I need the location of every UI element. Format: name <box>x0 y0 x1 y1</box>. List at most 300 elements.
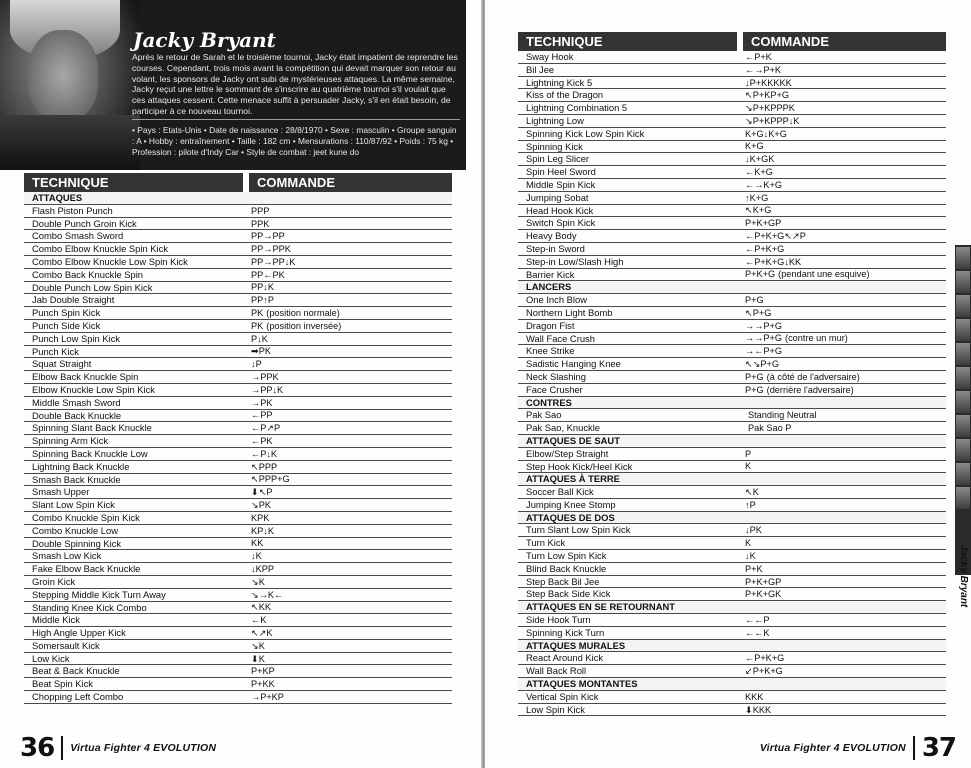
move-name: Combo Elbow Knuckle Low Spin Kick <box>32 255 188 267</box>
table-row <box>24 512 452 525</box>
move-command <box>249 294 452 306</box>
move-command <box>249 589 452 601</box>
move-name: High Angle Upper Kick <box>32 627 126 639</box>
table-row <box>24 282 452 295</box>
move-name: Step-in Low/Slash High <box>526 255 624 267</box>
move-command <box>743 371 946 383</box>
move-name: Slant Low Spin Kick <box>32 499 115 511</box>
move-name: Dragon Fist <box>526 319 575 331</box>
table-row <box>24 678 452 691</box>
move-command <box>743 230 946 242</box>
command-input: P+K+GP <box>745 576 782 587</box>
move-command <box>743 320 946 332</box>
move-name: Double Punch Low Spin Kick <box>32 281 153 293</box>
command-input: ←PK <box>251 436 273 447</box>
move-name: Spinning Kick Low Spin Kick <box>526 127 645 139</box>
move-name: Turn Kick <box>526 537 566 549</box>
command-input: ←←P <box>745 614 770 625</box>
move-name: Spinning Slant Back Knuckle <box>32 422 152 434</box>
table-row <box>518 550 946 563</box>
move-name: Pak Sao, Knuckle <box>526 422 601 434</box>
move-command <box>249 512 452 524</box>
command-input: ↓P+KKKKK <box>745 77 792 88</box>
table-row <box>518 269 946 282</box>
move-command <box>249 448 452 460</box>
table-row <box>24 397 452 410</box>
command-input: P <box>745 448 752 459</box>
command-input: P+G <box>745 371 764 382</box>
move-command <box>743 601 946 613</box>
command-input: PP→PPK <box>251 244 291 255</box>
move-command <box>743 422 946 434</box>
table-row <box>24 550 452 563</box>
move-command <box>743 358 946 370</box>
command-input: P+K+GP <box>745 218 782 229</box>
table-row <box>518 179 946 192</box>
move-name: Punch Kick <box>32 345 79 357</box>
move-command <box>249 627 452 639</box>
table-row <box>24 448 452 461</box>
command-note: (à côté de l'adversaire) <box>766 371 860 382</box>
command-note: (position inversée) <box>266 320 342 331</box>
footer-divider <box>61 736 63 760</box>
table-row <box>518 333 946 346</box>
table-row <box>518 128 946 141</box>
command-input: KPK <box>251 512 270 523</box>
command-input: P+G <box>745 384 764 395</box>
move-command <box>743 269 946 281</box>
table-row <box>24 307 452 320</box>
table-row <box>24 243 452 256</box>
command-input: ←P+K <box>745 51 772 62</box>
move-name: React Around Kick <box>526 652 604 664</box>
command-input: →←P+G <box>745 346 783 357</box>
table-row <box>24 614 452 627</box>
command-input: ↓PK <box>745 525 762 536</box>
right-page <box>485 0 971 768</box>
move-name: Step Back Bil Jee <box>526 575 600 587</box>
table-row <box>518 307 946 320</box>
move-name: Bil Jee <box>526 63 555 75</box>
command-note: Standing Neutral <box>748 410 817 421</box>
move-command <box>249 691 452 703</box>
move-command <box>743 179 946 191</box>
command-input: P+KP <box>251 666 275 677</box>
section-row <box>518 678 946 691</box>
command-input: P↓K <box>251 333 268 344</box>
move-name: Sway Hook <box>526 51 574 62</box>
table-row <box>518 192 946 205</box>
move-command <box>249 614 452 626</box>
section-title: ATTAQUES À TERRE <box>526 473 620 485</box>
move-name: Squat Straight <box>32 358 92 370</box>
move-command <box>743 307 946 319</box>
move-name: Spinning Back Knuckle Low <box>32 447 148 459</box>
command-input: →PPK <box>251 372 279 383</box>
command-input: →PK <box>251 397 273 408</box>
move-command <box>249 525 452 537</box>
section-row <box>518 512 946 525</box>
command-input: ➡PK <box>251 346 271 357</box>
command-input: ↘P+KPPP↓K <box>745 115 800 126</box>
table-row <box>24 333 452 346</box>
move-name: Elbow Back Knuckle Spin <box>32 371 139 383</box>
move-name: Wall Face Crush <box>526 332 595 344</box>
move-command <box>743 409 946 421</box>
table-row <box>518 614 946 627</box>
command-input: PK <box>251 308 264 319</box>
move-name: Spin Leg Slicer <box>526 153 590 165</box>
move-command <box>743 115 946 127</box>
move-name: Beat & Back Knuckle <box>32 665 120 677</box>
table-row <box>24 486 452 499</box>
move-name: Turn Low Spin Kick <box>526 550 607 562</box>
move-command <box>249 358 452 370</box>
table-row <box>24 653 452 666</box>
command-note: (derrière l'adversaire) <box>766 384 854 395</box>
section-title: LANCERS <box>526 281 572 293</box>
move-name: Stepping Middle Kick Turn Away <box>32 588 166 600</box>
table-row <box>518 691 946 704</box>
section-row <box>518 281 946 294</box>
table-row <box>518 115 946 128</box>
move-name: Neck Slashing <box>526 370 586 382</box>
move-name: Smash Low Kick <box>32 550 102 562</box>
move-name: Turn Slant Low Spin Kick <box>526 524 631 536</box>
move-name: Spinning Kick <box>526 140 583 152</box>
move-name: Combo Smash Sword <box>32 230 124 242</box>
command-input: P+G <box>745 295 764 306</box>
move-command <box>249 474 452 486</box>
table-row <box>518 102 946 115</box>
move-command <box>249 205 452 217</box>
command-input: ←P+K+G <box>745 243 785 254</box>
table-row <box>24 230 452 243</box>
table-row <box>518 51 946 64</box>
move-command <box>249 333 452 345</box>
table-row <box>518 422 946 435</box>
move-command <box>249 397 452 409</box>
move-command <box>743 128 946 140</box>
footer-divider <box>913 736 915 760</box>
section-title: ATTAQUES MURALES <box>526 639 626 651</box>
move-name: Switch Spin Kick <box>526 217 596 229</box>
move-name: One Inch Blow <box>526 294 587 306</box>
command-input: ⬇KKK <box>745 704 772 715</box>
command-input: PP↓K <box>251 282 274 293</box>
move-name: Punch Spin Kick <box>32 307 101 319</box>
command-input: ←P↓K <box>251 448 278 459</box>
table-row <box>24 627 452 640</box>
command-input: ↘K <box>251 576 265 587</box>
footer-left <box>20 728 216 768</box>
table-row <box>518 499 946 512</box>
table-row <box>518 627 946 640</box>
move-command <box>743 640 946 652</box>
command-input: ↖P+G <box>745 307 772 318</box>
command-input: ↓P <box>251 359 262 370</box>
move-command <box>743 627 946 639</box>
move-command <box>743 588 946 600</box>
table-row <box>24 371 452 384</box>
move-command <box>249 371 452 383</box>
table-row <box>518 153 946 166</box>
table-row <box>518 563 946 576</box>
move-command <box>249 320 452 332</box>
command-input: →PP↓K <box>251 384 284 395</box>
table-row <box>24 384 452 397</box>
command-input: ↖↗K <box>251 628 273 638</box>
command-note: Pak Sao P <box>748 423 792 434</box>
table-row <box>518 371 946 384</box>
command-input: ↖K+G <box>745 205 772 216</box>
table-row <box>24 320 452 333</box>
section-row <box>518 601 946 614</box>
command-input: ↙P+K+G <box>745 666 783 677</box>
move-command <box>743 141 946 153</box>
move-name: Sadistic Hanging Knee <box>526 358 621 370</box>
table-row <box>24 256 452 269</box>
command-input: ←K+G <box>745 167 773 178</box>
move-name: Soccer Ball Kick <box>526 486 594 498</box>
technique-header: TECHNIQUE <box>518 32 737 51</box>
command-input: ←←K <box>745 627 770 638</box>
move-command <box>743 524 946 536</box>
character-facts: • Pays : Etats-Unis • Date de naissance : 28/8/1970 • Sexe : masculin • Groupe sanguin : A • Hobby : entraînement • Taille : 182 cm • Mensurations : 110/87/92 • Poids : 75 kg • Profession : pilote d'Indy Car • Style de combat : jeet kune do <box>132 125 457 157</box>
move-name: Step-in Sword <box>526 242 585 254</box>
table-row <box>518 320 946 333</box>
command-input: ↑P <box>745 499 756 510</box>
move-command <box>743 64 946 76</box>
page-number: 36 <box>20 733 55 763</box>
move-name: Side Hook Turn <box>526 614 591 626</box>
move-command <box>249 678 452 690</box>
command-input: ↖KK <box>251 602 271 613</box>
move-name: Kiss of the Dragon <box>526 89 604 101</box>
move-command <box>249 563 452 575</box>
move-name: Step Back Side Kick <box>526 588 611 600</box>
move-command <box>249 576 452 588</box>
table-row <box>518 486 946 499</box>
command-input: ↓K+GK <box>745 154 775 165</box>
move-command <box>743 294 946 306</box>
command-input: ↖↘P+G <box>745 359 780 370</box>
table-row <box>518 166 946 179</box>
section-title: ATTAQUES <box>32 192 83 203</box>
command-input: ↘K <box>251 640 265 651</box>
move-name: Double Back Knuckle <box>32 409 122 421</box>
move-command <box>249 665 452 677</box>
table-row <box>24 538 452 551</box>
move-command <box>743 166 946 178</box>
table-row <box>518 461 946 474</box>
command-note: (pendant une esquive) <box>778 269 870 280</box>
table-row <box>24 218 452 231</box>
move-name: Punch Side Kick <box>32 319 101 331</box>
table-row <box>24 461 452 474</box>
move-name: Somersault Kick <box>32 639 100 651</box>
move-name: Punch Low Spin Kick <box>32 332 121 344</box>
table-header <box>24 173 452 192</box>
table-row <box>24 691 452 704</box>
move-command <box>249 422 452 434</box>
command-input: P+KK <box>251 679 275 690</box>
table-row <box>518 243 946 256</box>
command-input: ←PP <box>251 410 273 421</box>
move-name: Lightning Low <box>526 114 584 126</box>
table-row <box>518 205 946 218</box>
command-input: →→P+G <box>745 333 783 344</box>
move-name: Smash Upper <box>32 486 90 498</box>
table-row <box>518 652 946 665</box>
moves-table-left <box>24 173 452 704</box>
move-name: Lightning Back Knuckle <box>32 460 130 472</box>
character-name: Jacky Bryant <box>133 28 276 52</box>
table-row <box>24 576 452 589</box>
move-command <box>743 448 946 460</box>
move-name: Lightning Kick 5 <box>526 76 593 88</box>
move-command <box>249 410 452 422</box>
command-input: ↖P+KP+G <box>745 90 789 101</box>
move-command <box>249 282 452 294</box>
table-row <box>518 141 946 154</box>
move-name: Jab Double Straight <box>32 294 115 306</box>
table-row <box>518 588 946 601</box>
command-input: ↑K+G <box>745 192 769 203</box>
move-name: Spinning Kick Turn <box>526 626 605 638</box>
command-input: ⬇K <box>251 653 265 664</box>
move-command <box>249 653 452 665</box>
table-row <box>518 256 946 269</box>
table-row <box>24 294 452 307</box>
command-input: ←P+K+G↖↗P <box>745 231 806 242</box>
move-command <box>743 512 946 524</box>
table-row <box>518 89 946 102</box>
move-command <box>743 384 946 396</box>
section-title: ATTAQUES DE SAUT <box>526 434 620 446</box>
command-input: P+K <box>745 563 763 574</box>
move-name: Standing Knee Kick Combo <box>32 601 147 613</box>
move-name: Lightning Combination 5 <box>526 102 628 114</box>
move-name: Flash Piston Punch <box>32 204 113 216</box>
move-name: Double Spinning Kick <box>32 537 122 549</box>
move-command <box>249 640 452 652</box>
move-name: Middle Smash Sword <box>32 396 121 408</box>
command-input: KKK <box>745 691 764 702</box>
move-name: Spin Heel Sword <box>526 166 596 178</box>
move-name: Middle Spin Kick <box>526 178 596 190</box>
character-bio: Après le retour de Sarah et le troisième tournoi, Jacky était impatient de reprendre les courses. Cependant, trois mois avant la compétition qui devait marquer son retour au volant, les sponsors de Jacky ont subi de mystérieuses attaques. La même semaine, Jacky reçut une lettre le sommant de s'inscrire au quatrième tournoi s'il voulait que ces attaques cessent. Cette menace suffit à persuader Jacky, s'il en était besoin, de participer à ce nouveau tournoi. <box>132 52 458 116</box>
table-row <box>518 409 946 422</box>
section-row <box>518 640 946 653</box>
move-command <box>743 691 946 703</box>
command-input: PP←PK <box>251 269 285 280</box>
move-command <box>249 192 452 204</box>
table-row <box>518 384 946 397</box>
command-input: P+K+GK <box>745 589 782 600</box>
command-input: PPP <box>251 205 270 216</box>
move-name: Northern Light Bomb <box>526 306 613 318</box>
command-input: ←P+K+G↓KK <box>745 256 802 267</box>
move-name: Knee Strike <box>526 345 575 357</box>
move-name: Combo Knuckle Low <box>32 524 118 536</box>
move-command <box>743 77 946 89</box>
move-command <box>743 473 946 485</box>
footer-title: Virtua Fighter 4 EVOLUTION <box>759 742 906 754</box>
move-command <box>743 614 946 626</box>
commande-header: COMMANDE <box>249 173 452 192</box>
table-row <box>518 665 946 678</box>
table-row <box>518 358 946 371</box>
move-command <box>743 435 946 447</box>
table-row <box>24 422 452 435</box>
table-row <box>24 410 452 423</box>
section-row <box>518 397 946 410</box>
command-input: ↘→K← <box>251 589 284 600</box>
move-command <box>743 192 946 204</box>
character-portrait <box>0 0 140 170</box>
table-row <box>518 704 946 717</box>
section-title: ATTAQUES EN SE RETOURNANT <box>526 601 675 613</box>
character-side-strip <box>955 245 971 575</box>
move-command <box>249 550 452 562</box>
move-name: Head Hook Kick <box>526 204 594 216</box>
command-input: ↓K <box>251 551 262 562</box>
table-row <box>24 640 452 653</box>
table-row <box>518 345 946 358</box>
move-name: Combo Knuckle Spin Kick <box>32 511 140 523</box>
move-command <box>249 230 452 242</box>
move-command <box>743 563 946 575</box>
footer-right <box>760 728 956 768</box>
section-title: ATTAQUES DE DOS <box>526 511 615 523</box>
move-command <box>743 205 946 217</box>
move-command <box>743 281 946 293</box>
command-input: K+G <box>745 141 764 152</box>
move-name: Jumping Knee Stomp <box>526 498 616 510</box>
command-input: K <box>745 538 752 549</box>
command-input: PP↑P <box>251 295 274 306</box>
move-name: Smash Back Knuckle <box>32 473 121 485</box>
command-input: KK <box>251 538 264 549</box>
move-name: Fake Elbow Back Knuckle <box>32 563 141 575</box>
move-command <box>743 665 946 677</box>
move-command <box>249 218 452 230</box>
move-command <box>743 256 946 268</box>
command-input: ←K <box>251 615 267 626</box>
table-row <box>518 64 946 77</box>
move-command <box>743 499 946 511</box>
move-name: Middle Kick <box>32 614 80 626</box>
move-name: Double Punch Groin Kick <box>32 217 137 229</box>
move-name: Pak Sao <box>526 409 562 421</box>
move-command <box>743 153 946 165</box>
section-row <box>518 473 946 486</box>
table-row <box>24 205 452 218</box>
command-input: →→P+G <box>745 320 783 331</box>
move-name: Step Hook Kick/Heel Kick <box>526 460 633 472</box>
command-input: ↖K <box>745 487 759 497</box>
move-command <box>249 346 452 358</box>
move-command <box>743 102 946 114</box>
move-command <box>249 602 452 614</box>
move-command <box>743 217 946 229</box>
move-name: Barrier Kick <box>526 268 575 280</box>
move-command <box>743 345 946 357</box>
move-command <box>743 652 946 664</box>
table-row <box>518 77 946 90</box>
move-command <box>249 461 452 473</box>
